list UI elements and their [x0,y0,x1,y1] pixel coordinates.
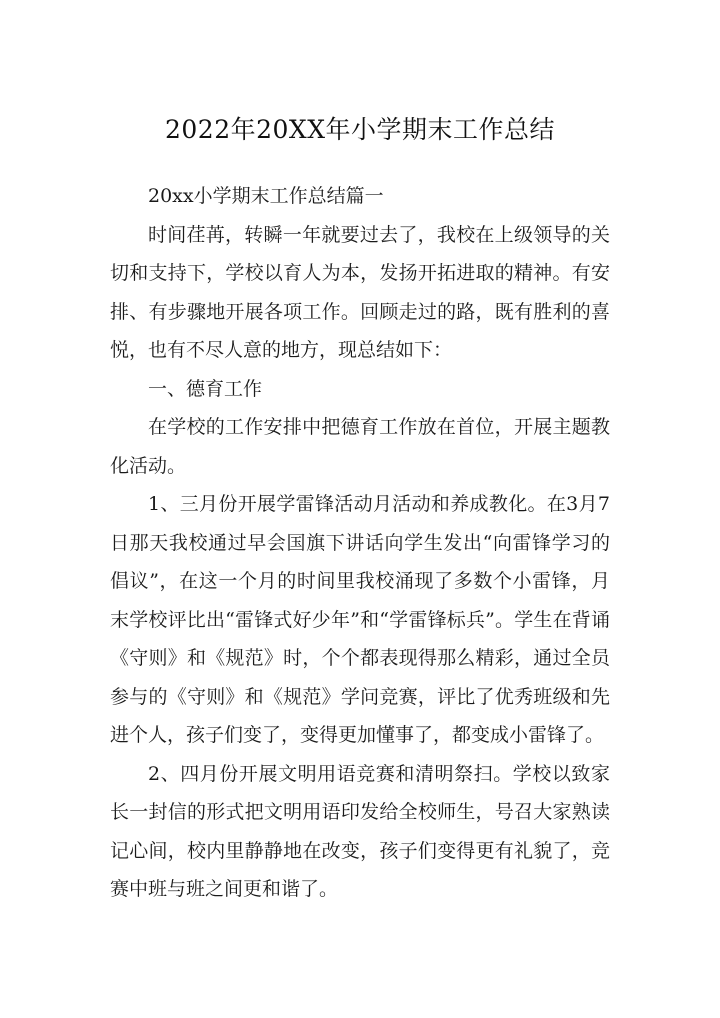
document-body [110,177,610,909]
paragraph: 时间荏苒，转瞬一年就要过去了，我校在上级领导的关切和支持下，学校以育人为本，发扬开拓进取的精神。有安排、有步骤地开展各项工作。回顾走过的路，既有胜利的喜悦，也有不尽人意的地方，现总结如下： [110,223,610,361]
section-heading: 20xx小学期末工作总结篇一 [148,185,384,207]
section-heading: 一、德育工作 [148,377,263,400]
paragraph: 1、三月份开展学雷锋活动月活动和养成教化。在3月7日那天我校通过早会国旗下讲话向学生发出“向雷锋学习的倡议”，在这一个月的时间里我校涌现了多数个小雷锋，月末学校评比出“雷锋式好少年”和“学雷锋标兵”。学生在背诵《守则》和《规范》时，个个都表现得那么精彩，通过全员参与的《守则》和《规范》学问竞赛，评比了优秀班级和先进个人，孩子们变了，变得更加懂事了，都变成小雷锋了。 [110,493,610,746]
paragraph: 在学校的工作安排中把德育工作放在首位，开展主题教化活动。 [110,416,610,477]
document-title: 2022年20XX年小学期末工作总结 [164,115,556,144]
paragraph: 2、四月份开展文明用语竞赛和清明祭扫。学校以致家长一封信的形式把文明用语印发给全校师生，号召大家熟读记心间，校内里静静地在改变，孩子们变得更有礼貌了，竞赛中班与班之间更和谐了。 [110,762,610,900]
